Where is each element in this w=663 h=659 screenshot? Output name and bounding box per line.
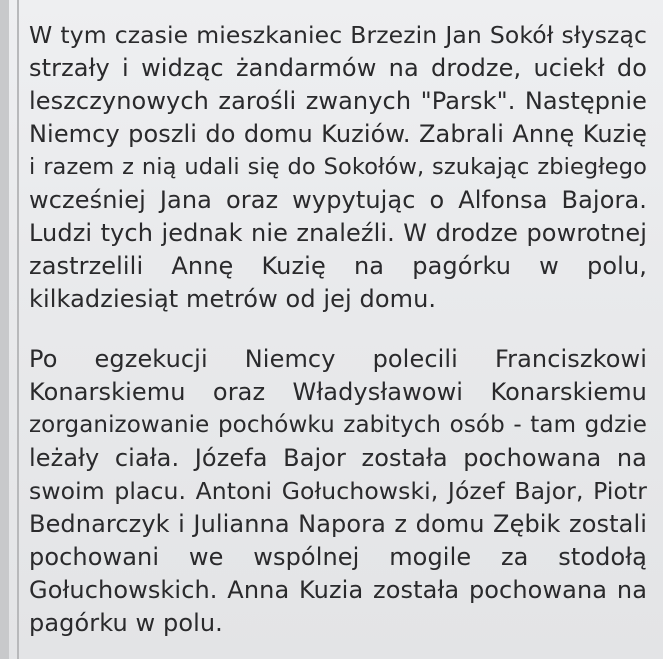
paragraph-1-line-6: wcześniej Jana oraz wypytując o Alfonsa Bajora. xyxy=(29,186,647,214)
paragraph-1-line-8: zastrzelili Annę Kuzię na pagórku w polu, xyxy=(29,252,647,280)
paragraph-1-line-5: i razem z nią udali się do Sokołów, szukając zbiegłego xyxy=(29,154,647,180)
paragraph-1-line-7: Ludzi tych jednak nie znaleźli. W drodze powrotnej xyxy=(29,219,647,247)
paragraph-2-line-9: pagórku w polu. xyxy=(29,609,223,637)
paragraph-2-line-7: pochowani we wspólnej mogile za stodołą xyxy=(29,543,647,571)
paragraph-2-line-5: swoim placu. Antoni Gołuchowski, Józef Bajor, Piotr xyxy=(29,477,647,505)
paragraph-2-line-8: Gołuchowskich. Anna Kuzia została pochowana na xyxy=(29,576,647,604)
paragraph-1-line-1: W tym czasie mieszkaniec Brzezin Jan Sokół słysząc xyxy=(29,21,647,49)
paragraph-1-line-9: kilkadziesiąt metrów od jej domu. xyxy=(29,285,437,313)
paragraph-2-line-3: zorganizowanie pochówku zabitych osób - tam gdzie xyxy=(29,412,647,438)
paragraph-2-line-1: Po egzekucji Niemcy polecili Franciszkowi xyxy=(29,345,647,373)
paragraph-2 xyxy=(29,343,647,640)
paragraph-2-line-2: Konarskiemu oraz Władysławowi Konarskiemu xyxy=(29,378,647,406)
plaque-frame-edge xyxy=(17,0,19,659)
paragraph-1-line-4: Niemcy poszli do domu Kuziów. Zabrali Annę Kuzię xyxy=(29,120,647,148)
paragraph-1 xyxy=(29,19,647,316)
paragraph-1-line-3: leszczynowych zarośli zwanych "Parsk". Następnie xyxy=(29,87,647,115)
paragraph-1-line-2: strzały i widząc żandarmów na drodze, uciekł do xyxy=(29,54,647,82)
paragraph-2-line-6: Bednarczyk i Julianna Napora z domu Zębik zostali xyxy=(29,510,647,538)
paragraph-2-line-4: leżały ciała. Józefa Bajor została pochowana na xyxy=(29,444,647,472)
